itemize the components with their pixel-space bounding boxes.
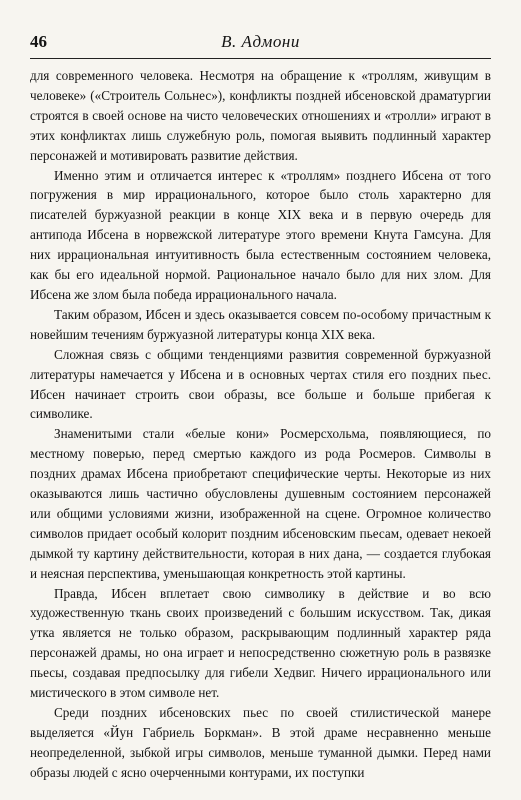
running-title: В. Адмони [221,32,300,51]
paragraph: Знаменитыми стали «белые кони» Росмерсхольма, появляющиеся, по местному поверью, перед смертью каждого из рода Росмеров. Символы в поздних драмах Ибсена приобретают специфические черты. Некоторые из них оказываются лишь частично обусловлены душевным состоянием персонажей или общими условиями жизни, изображенной на сцене. Огромное количество символов придает особый колорит поздним ибсеновским пьесам, одевает некоей дымкой ту картину действительности, которая в них дана, — создается глубокая и неясная перспектива, уменьшающая конкретность этой картины. [30,426,491,581]
paragraph: Среди поздних ибсеновских пьес по своей стилистической манере выделяется «Йун Габриель Боркман». В этой драме несравненно меньше неопределенной, зыбкой игры символов, меньше туманной дымки. Перед нами образы людей с ясно очерченными контурами, их поступки [30,705,491,780]
body-text [30,66,491,783]
page-number: 46 [30,32,47,51]
paragraph: Сложная связь с общими тенденциями развития современной буржуазной литературы намечается у Ибсена и в основных чертах стиля его поздних пьес. Ибсен начинает строить свои образы, все больше и больше прибегая к символике. [30,346,491,422]
paragraph: Таким образом, Ибсен и здесь оказывается совсем по-особому причастным к новейшим течениям буржуазной литературы конца XIX века. [30,306,491,342]
page-header [30,24,491,59]
paragraph: для современного человека. Несмотря на обращение к «троллям, живущим в человеке» («Строитель Сольнес»), конфликты поздней ибсеновской драматургии строятся в своей основе на чисто человеческих отношениях и «тролли» играют в этих конфликтах лишь служебную роль, помогая выявить подлинный характер персонажей и мотивировать развитие действия. [30,68,491,163]
paragraph: Правда, Ибсен вплетает свою символику в действие и во всю художественную ткань своих произведений с большим искусством. Так, дикая утка является не только образом, раскрывающим подлинный характер ряда персонажей драмы, но она играет и непосредственно сюжетную роль в развязке пьесы, создавая предпосылку для гибели Хедвиг. Ничего иррационального или мистического в этом символе нет. [30,585,491,701]
paragraph: Именно этим и отличается интерес к «троллям» позднего Ибсена от того погружения в мир иррационального, которое было столь характерно для писателей буржуазной реакции в конце XIX века и в первую очередь для антипода Ибсена в норвежской литературе этого времени Кнута Гамсуна. Для них иррациональная интуитивность была естественным состоянием человека, как бы его идеальной нормой. Рациональное начало было для них злом. Для Ибсена же злом была победа иррационального начала. [30,167,491,302]
